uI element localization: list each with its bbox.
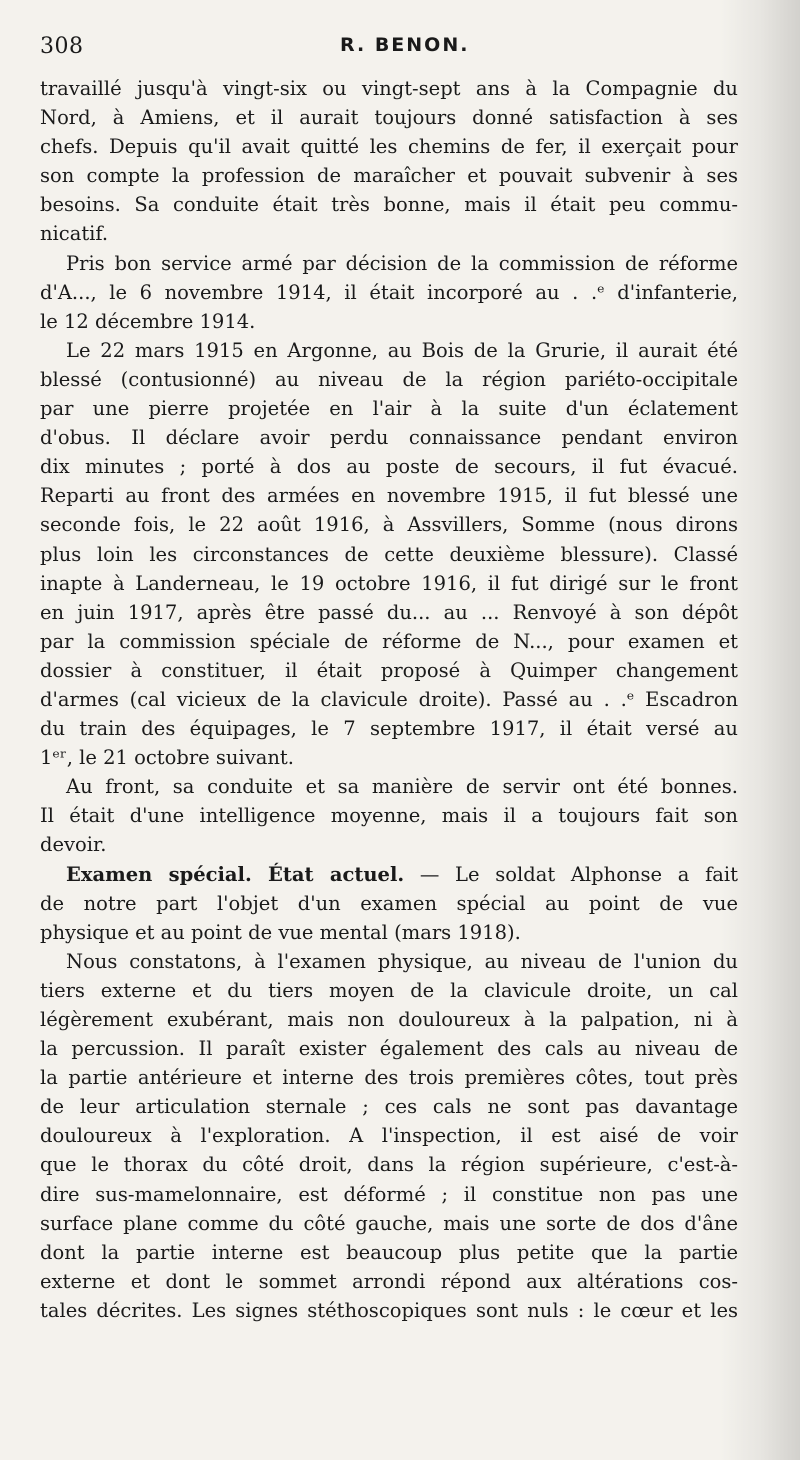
text-line: par la commission spéciale de réforme de N..., pour examen et bbox=[40, 629, 738, 653]
paragraph-conduct bbox=[40, 772, 738, 859]
text-line: le 12 décembre 1914. bbox=[40, 309, 256, 333]
page-number: 308 bbox=[40, 34, 84, 59]
paragraph-service bbox=[40, 249, 738, 336]
section-heading: Examen spécial. État actuel. bbox=[66, 862, 405, 886]
text-line: légèrement exubérant, mais non douloureux à la palpation, ni à bbox=[40, 1008, 738, 1031]
text-line: inapte à Landerneau, le 19 octobre 1916, il fut dirigé sur le front bbox=[40, 571, 738, 595]
text-line: d'obus. Il déclare avoir perdu connaissance pendant environ bbox=[40, 426, 738, 450]
text-line: du train des équipages, le 7 septembre 1917, il était versé au bbox=[40, 717, 738, 741]
text-line: d'armes (cal vicieux de la clavicule droite). Passé au . .ᵉ Escadron bbox=[40, 687, 738, 711]
text-line: dire sus-mamelonnaire, est déformé ; il constitue non pas une bbox=[40, 1182, 738, 1206]
text-line: Le 22 mars 1915 en Argonne, au Bois de la Grurie, il aurait été bbox=[66, 338, 738, 362]
text-line: d'A..., le 6 novembre 1914, il était incorporé au . .ᵉ d'infanterie, bbox=[40, 280, 738, 304]
text-line: chefs. Depuis qu'il avait quitté les chemins de fer, il exerçait pour bbox=[40, 135, 738, 159]
text-line: besoins. Sa conduite était très bonne, mais il était peu commu- bbox=[40, 193, 738, 217]
paragraph-continuation bbox=[40, 74, 738, 249]
text-line: 1ᵉʳ, le 21 octobre suivant. bbox=[40, 746, 294, 770]
text-line: tales décrites. Les signes stéthoscopiques sont nuls : le cœur et les bbox=[40, 1298, 738, 1322]
text-line: physique et au point de vue mental (mars 1918). bbox=[40, 920, 521, 944]
text-line: plus loin les circonstances de cette deuxième blessure). Classé bbox=[40, 542, 738, 566]
body-text bbox=[40, 74, 738, 1325]
text-line: de leur articulation sternale ; ces cals ne sont pas davantage bbox=[40, 1095, 738, 1119]
paragraph-physical-exam bbox=[40, 947, 738, 1325]
page-header bbox=[40, 34, 740, 64]
text-line: surface plane comme du côté gauche, mais une sorte de dos d'âne bbox=[40, 1211, 738, 1235]
text-line: travaillé jusqu'à vingt-six ou vingt-sept ans à la Compagnie du bbox=[40, 77, 738, 100]
text-line: que le thorax du côté droit, dans la région supérieure, c'est-à- bbox=[40, 1153, 738, 1177]
text-line: tiers externe et du tiers moyen de la clavicule droite, un cal bbox=[40, 978, 738, 1002]
text-line: blessé (contusionné) au niveau de la région pariéto-occipitale bbox=[40, 367, 738, 391]
text-line: seconde fois, le 22 août 1916, à Assvillers, Somme (nous dirons bbox=[40, 513, 738, 537]
text-line: la partie antérieure et interne des trois premières côtes, tout près bbox=[40, 1066, 738, 1090]
text-line: externe et dont le sommet arrondi répond aux altérations cos- bbox=[40, 1269, 738, 1293]
text-line: la percussion. Il paraît exister également des cals au niveau de bbox=[40, 1037, 738, 1061]
text-line: Nord, à Amiens, et il aurait toujours donné satisfaction à ses bbox=[40, 106, 738, 130]
text-line: en juin 1917, après être passé du... au ... Renvoyé à son dépôt bbox=[40, 600, 738, 624]
text-line: Reparti au front des armées en novembre 1915, il fut blessé une bbox=[40, 484, 738, 508]
text-line bbox=[40, 860, 738, 889]
text-line-rest: — Le soldat Alphonse a fait bbox=[404, 862, 738, 886]
text-line: nicatif. bbox=[40, 222, 109, 246]
text-line: dix minutes ; porté à dos au poste de secours, il fut évacué. bbox=[40, 455, 738, 479]
text-line: Nous constatons, à l'examen physique, au niveau de l'union du bbox=[66, 949, 738, 973]
text-line: Pris bon service armé par décision de la commission de réforme bbox=[66, 251, 738, 275]
text-line: par une pierre projetée en l'air à la suite d'un éclatement bbox=[40, 397, 738, 421]
text-line: de notre part l'objet d'un examen spécial au point de vue bbox=[40, 891, 738, 915]
text-line: Au front, sa conduite et sa manière de servir ont été bonnes. bbox=[66, 775, 738, 799]
text-line: dont la partie interne est beaucoup plus petite que la partie bbox=[40, 1240, 738, 1264]
text-line: son compte la profession de maraîcher et pouvait subvenir à ses bbox=[40, 164, 738, 188]
running-head: R. BENON. bbox=[340, 34, 470, 56]
text-line: douloureux à l'exploration. A l'inspection, il est aisé de voir bbox=[40, 1124, 738, 1148]
paragraph-special-exam bbox=[40, 860, 738, 947]
text-line: dossier à constituer, il était proposé à Quimper changement bbox=[40, 658, 738, 682]
text-line: Il était d'une intelligence moyenne, mais il a toujours fait son bbox=[40, 804, 738, 828]
text-line: devoir. bbox=[40, 833, 107, 857]
paragraph-injuries bbox=[40, 336, 738, 772]
